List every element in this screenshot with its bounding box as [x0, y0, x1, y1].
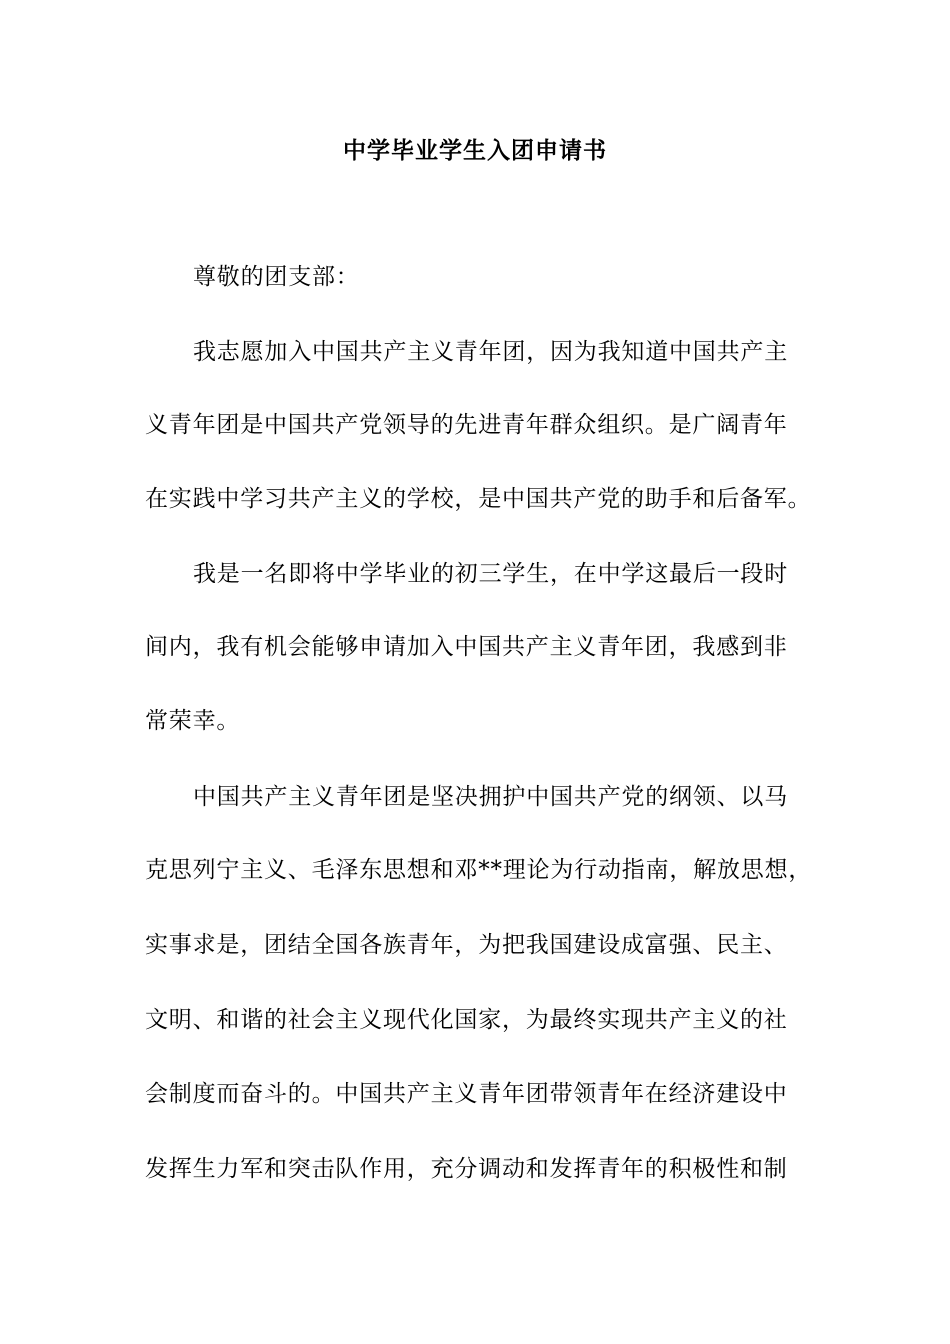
paragraph-line: 常荣幸。 [145, 708, 241, 734]
paragraph-line: 文明、和谐的社会主义现代化国家，为最终实现共产主义的社 [145, 1007, 788, 1033]
paragraph-line: 会制度而奋斗的。中国共产主义青年团带领青年在经济建设中 [145, 1081, 788, 1107]
salutation: 尊敬的团支部： [193, 264, 360, 290]
paragraph-line: 克思列宁主义、毛泽东思想和邓**理论为行动指南，解放思想， [145, 857, 813, 883]
paragraph-line: 间内，我有机会能够申请加入中国共产主义青年团，我感到非 [145, 634, 788, 660]
paragraph-line: 在实践中学习共产主义的学校，是中国共产党的助手和后备军。 [145, 486, 812, 512]
paragraph-line: 义青年团是中国共产党领导的先进青年群众组织。是广阔青年 [145, 412, 788, 438]
paragraph-line: 中国共产主义青年团是坚决拥护中国共产党的纲领、以马 [193, 784, 788, 810]
paragraph-line: 我志愿加入中国共产主义青年团，因为我知道中国共产主 [193, 339, 788, 365]
paragraph-line: 实事求是，团结全国各族青年，为把我国建设成富强、民主、 [145, 932, 788, 958]
paragraph-line: 发挥生力军和突击队作用，充分调动和发挥青年的积极性和制 [145, 1156, 788, 1182]
paragraph-line: 我是一名即将中学毕业的初三学生，在中学这最后一段时 [193, 561, 788, 587]
document-title: 中学毕业学生入团申请书 [343, 137, 607, 164]
